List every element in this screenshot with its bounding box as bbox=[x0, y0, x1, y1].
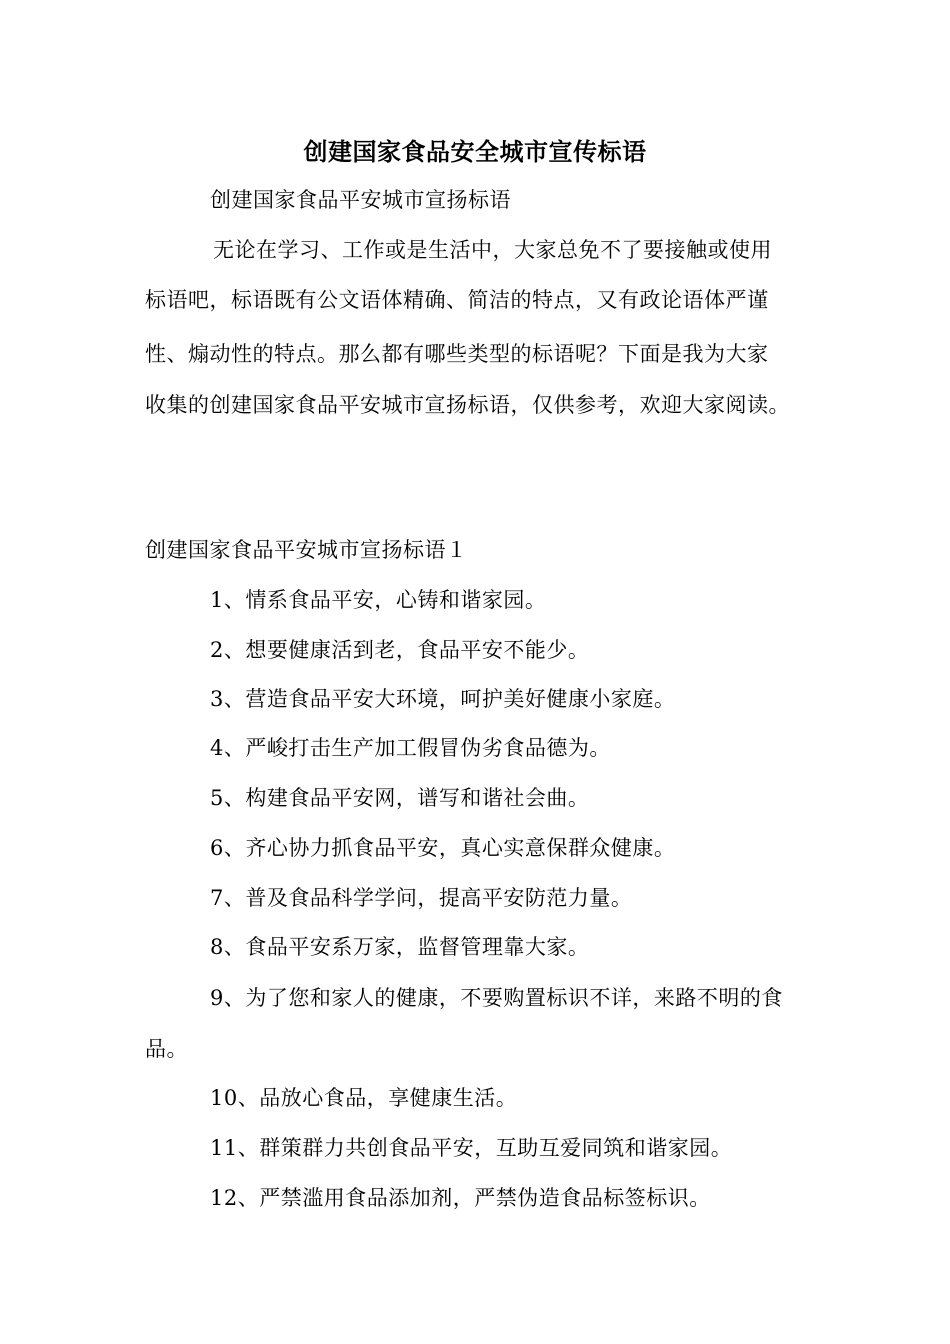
intro-line: 性、煽动性的特点。那么都有哪些类型的标语呢？下面是我为大家 bbox=[145, 342, 769, 366]
slogan-item: 12、严禁滥用食品添加剂，严禁伪造食品标签标识。 bbox=[210, 1186, 711, 1210]
slogan-item: 10、品放心食品，享健康生活。 bbox=[210, 1086, 518, 1110]
slogan-item: 9、为了您和家人的健康，不要购置标识不详，来路不明的食 bbox=[210, 986, 783, 1010]
document-title: 创建国家食品安全城市宣传标语 bbox=[303, 137, 647, 166]
document-subtitle: 创建国家食品平安城市宣扬标语 bbox=[210, 188, 511, 212]
slogan-item: 11、群策群力共创食品平安，互助互爱同筑和谐家园。 bbox=[210, 1136, 733, 1160]
slogan-item: 7、普及食品科学学问，提高平安防范力量。 bbox=[210, 886, 633, 910]
intro-line: 无论在学习、工作或是生活中，大家总免不了要接触或使用 bbox=[213, 238, 772, 262]
slogan-item: 5、构建食品平安网，谱写和谐社会曲。 bbox=[210, 786, 590, 810]
slogan-item: 1、情系食品平安，心铸和谐家园。 bbox=[210, 588, 547, 612]
slogan-item: 4、严峻打击生产加工假冒伪劣食品德为。 bbox=[210, 736, 611, 760]
slogan-item-continuation: 品。 bbox=[145, 1037, 188, 1061]
section-heading: 创建国家食品平安城市宣扬标语１ bbox=[145, 538, 468, 562]
intro-line: 收集的创建国家食品平安城市宣扬标语，仅供参考，欢迎大家阅读。 bbox=[145, 393, 790, 417]
slogan-item: 3、营造食品平安大环境，呵护美好健康小家庭。 bbox=[210, 687, 676, 711]
slogan-item: 6、齐心协力抓食品平安，真心实意保群众健康。 bbox=[210, 836, 676, 860]
intro-line: 标语吧，标语既有公文语体精确、简洁的特点，又有政论语体严谨 bbox=[145, 288, 769, 312]
slogan-item: 8、食品平安系万家，监督管理靠大家。 bbox=[210, 935, 590, 959]
slogan-item: 2、想要健康活到老，食品平安不能少。 bbox=[210, 638, 590, 662]
